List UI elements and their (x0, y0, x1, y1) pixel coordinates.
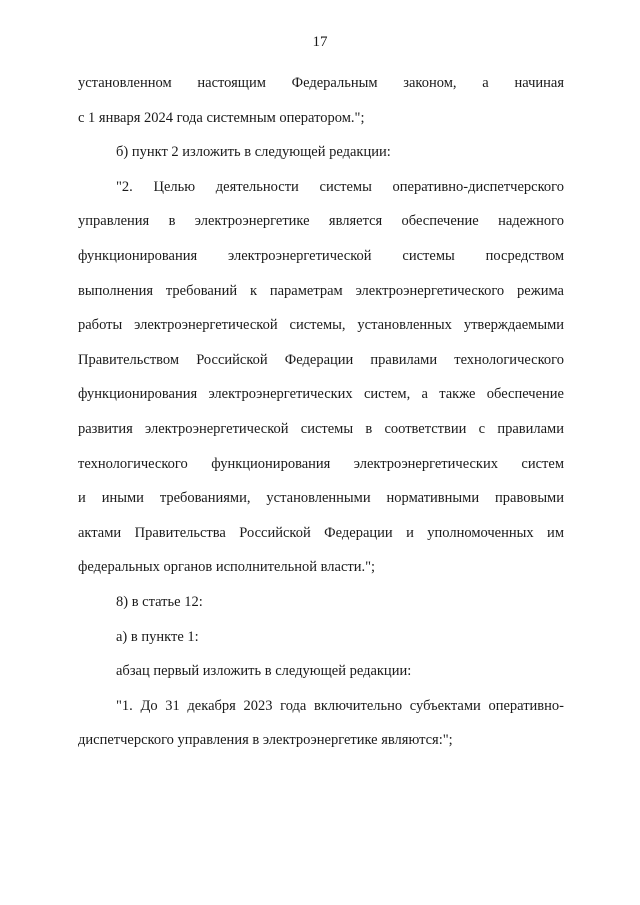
text-line: с 1 января 2024 года системным оператором."; (78, 109, 365, 126)
text-line: управления в электроэнергетике является обеспечение надежного (78, 213, 564, 230)
text-line: и иными требованиями, установленными нормативными правовыми (78, 490, 564, 507)
text-line: "1. До 31 декабря 2023 года включительно субъектами оперативно- (116, 697, 564, 714)
document-body (78, 66, 564, 758)
text-line: 8) в статье 12: (116, 593, 203, 610)
text-line: функционирования электроэнергетической системы посредством (78, 247, 564, 264)
text-line: развития электроэнергетической системы в соответствии с правилами (78, 420, 564, 437)
page-number: 17 (312, 34, 328, 50)
text-line: абзац первый изложить в следующей редакции: (116, 663, 412, 680)
text-line: "2. Целью деятельности системы оперативно-диспетчерского (116, 178, 564, 195)
text-line: а) в пункте 1: (116, 628, 199, 645)
text-line: диспетчерского управления в электроэнергетике являются:"; (78, 732, 453, 749)
text-line: установленном настоящим Федеральным законом, а начиная (78, 75, 564, 91)
text-line: Правительством Российской Федерации правилами технологического (78, 351, 564, 368)
text-line: технологического функционирования электроэнергетических систем (78, 455, 564, 472)
text-line: функционирования электроэнергетических систем, а также обеспечение (78, 386, 564, 403)
text-line: работы электроэнергетической системы, установленных утверждаемыми (78, 317, 564, 334)
text-line: б) пункт 2 изложить в следующей редакции: (116, 144, 391, 161)
text-line: актами Правительства Российской Федерации и уполномоченных им (78, 524, 564, 541)
text-line: федеральных органов исполнительной власти."; (78, 559, 376, 576)
text-line: выполнения требований к параметрам электроэнергетического режима (78, 282, 564, 299)
